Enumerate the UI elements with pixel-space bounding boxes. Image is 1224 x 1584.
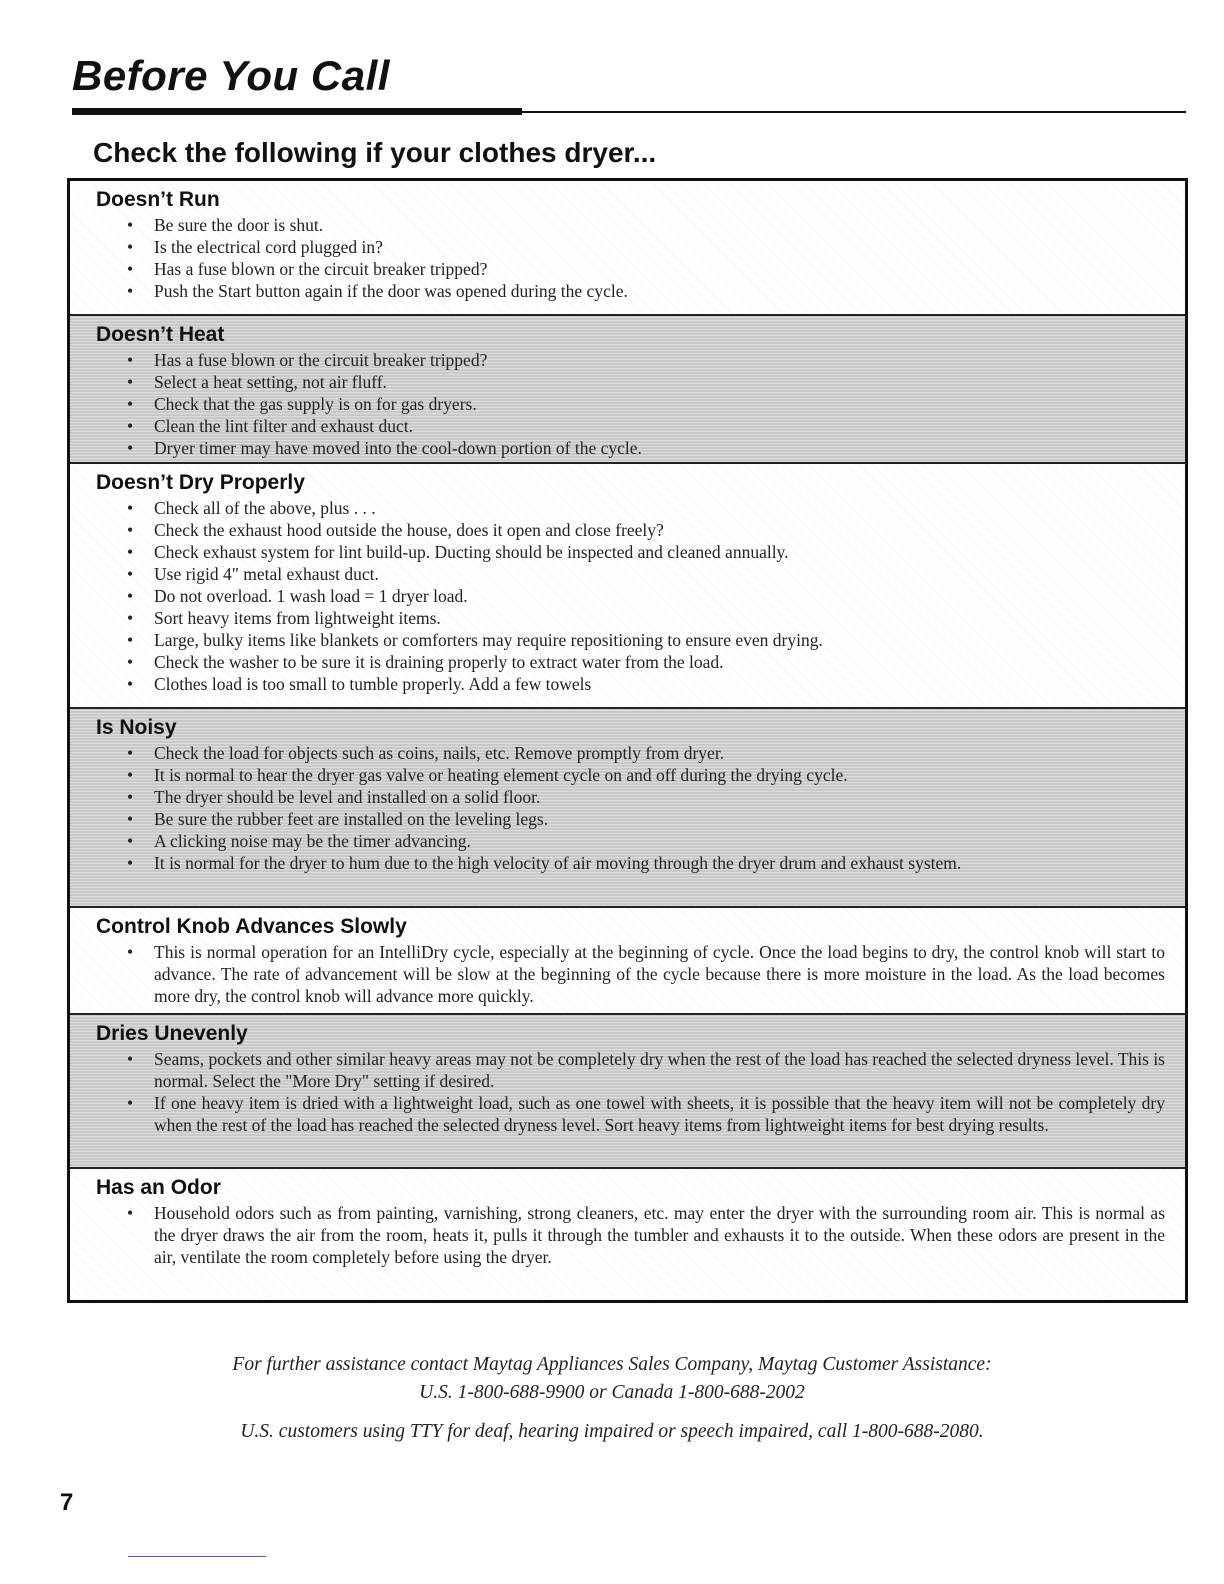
list-item: • Be sure the rubber feet are installed on the leveling legs. [127, 808, 1165, 830]
section-title: Doesn’t Heat [96, 323, 225, 346]
tty-assistance-line: U.S. customers using TTY for deaf, hearing impaired or speech impaired, call 1-800-688-2080. [240, 1421, 984, 1442]
list-item: • Check exhaust system for lint build-up. Ducting should be inspected and cleaned annually. [127, 541, 1165, 563]
section-doesnt-dry-properly [70, 462, 1185, 707]
list-item: • A clicking noise may be the timer advancing. [127, 830, 1165, 852]
list-item: • Is the electrical cord plugged in? [127, 236, 1165, 258]
list-item: • Check the load for objects such as coins, nails, etc. Remove promptly from dryer. [127, 742, 1165, 764]
troubleshooting-panel [67, 178, 1188, 1303]
section-title: Dries Unevenly [96, 1022, 248, 1045]
section-title: Is Noisy [96, 716, 177, 739]
section-title: Control Knob Advances Slowly [96, 915, 407, 938]
list-item: • The dryer should be level and installed on a solid floor. [127, 786, 1165, 808]
item-list [127, 1048, 1165, 1136]
footer-rule [128, 1556, 266, 1557]
assistance-contact-line: For further assistance contact Maytag Appliances Sales Company, Maytag Customer Assistance: [232, 1354, 992, 1375]
list-item: • Be sure the door is shut. [127, 214, 1165, 236]
list-item: • Household odors such as from painting, varnishing, strong cleaners, etc. may enter the dryer with the surrounding room air. This is normal as the dryer draws the air from the room, heats it, pulls it through the tumbler and exhausts it to the outside. When these odors are present in the air, ventilate the room completely before using the dryer. [127, 1202, 1165, 1268]
list-item: • Large, bulky items like blankets or comforters may require repositioning to ensure even drying. [127, 629, 1165, 651]
item-list [127, 214, 1165, 302]
list-item: • Sort heavy items from lightweight items. [127, 607, 1165, 629]
list-item: • Clean the lint filter and exhaust duct. [127, 415, 1165, 437]
list-item: • Push the Start button again if the door was opened during the cycle. [127, 280, 1165, 302]
list-item: • Has a fuse blown or the circuit breaker tripped? [127, 349, 1165, 371]
page-title: Before You Call [72, 52, 390, 99]
list-item: • Check all of the above, plus . . . [127, 497, 1165, 519]
list-item: • Check that the gas supply is on for gas dryers. [127, 393, 1165, 415]
item-list [127, 941, 1165, 1007]
list-item: • It is normal to hear the dryer gas valve or heating element cycle on and off during the drying cycle. [127, 764, 1165, 786]
list-item: • It is normal for the dryer to hum due to the high velocity of air moving through the dryer drum and exhaust system. [127, 852, 1165, 874]
section-doesnt-run [70, 181, 1185, 314]
list-item: • If one heavy item is dried with a lightweight load, such as one towel with sheets, it is possible that the heavy item will not be completely dry when the rest of the load has reached the selected dryness level. Sort heavy items from lightweight items for best drying results. [127, 1092, 1165, 1136]
list-item: • Clothes load is too small to tumble properly. Add a few towels [127, 673, 1165, 695]
item-list [127, 497, 1165, 695]
list-item: • Select a heat setting, not air fluff. [127, 371, 1165, 393]
item-list [127, 1202, 1165, 1268]
assistance-phone-line: U.S. 1-800-688-9900 or Canada 1-800-688-2002 [419, 1382, 805, 1403]
section-title: Has an Odor [96, 1176, 221, 1199]
list-item: • Check the washer to be sure it is draining properly to extract water from the load. [127, 651, 1165, 673]
list-item: • Dryer timer may have moved into the cool-down portion of the cycle. [127, 437, 1165, 459]
item-list [127, 742, 1165, 874]
section-title: Doesn’t Run [96, 188, 220, 211]
section-dries-unevenly [70, 1013, 1185, 1167]
section-control-knob-advances-slowly [70, 906, 1185, 1013]
section-has-an-odor [70, 1167, 1185, 1300]
section-title: Doesn’t Dry Properly [96, 471, 305, 494]
page-number: 7 [60, 1489, 74, 1516]
title-rule-thick [72, 108, 522, 115]
list-item: • Has a fuse blown or the circuit breaker tripped? [127, 258, 1165, 280]
list-item: • Check the exhaust hood outside the house, does it open and close freely? [127, 519, 1165, 541]
list-item: • Use rigid 4" metal exhaust duct. [127, 563, 1165, 585]
page-subtitle: Check the following if your clothes dryer... [93, 137, 657, 168]
item-list [127, 349, 1165, 459]
list-item: • Seams, pockets and other similar heavy areas may not be completely dry when the rest of the load has reached the selected dryness level. This is normal. Select the "More Dry" setting if desired. [127, 1048, 1165, 1092]
title-rule-thin [522, 111, 1186, 113]
section-is-noisy [70, 707, 1185, 906]
list-item: • This is normal operation for an IntelliDry cycle, especially at the beginning of cycle. Once the load begins to dry, the control knob will start to advance. The rate of advancement will be slow at the beginning of the cycle because there is more moisture in the load. As the load becomes more dry, the control knob will advance more quickly. [127, 941, 1165, 1007]
section-doesnt-heat [70, 314, 1185, 462]
list-item: • Do not overload. 1 wash load = 1 dryer load. [127, 585, 1165, 607]
